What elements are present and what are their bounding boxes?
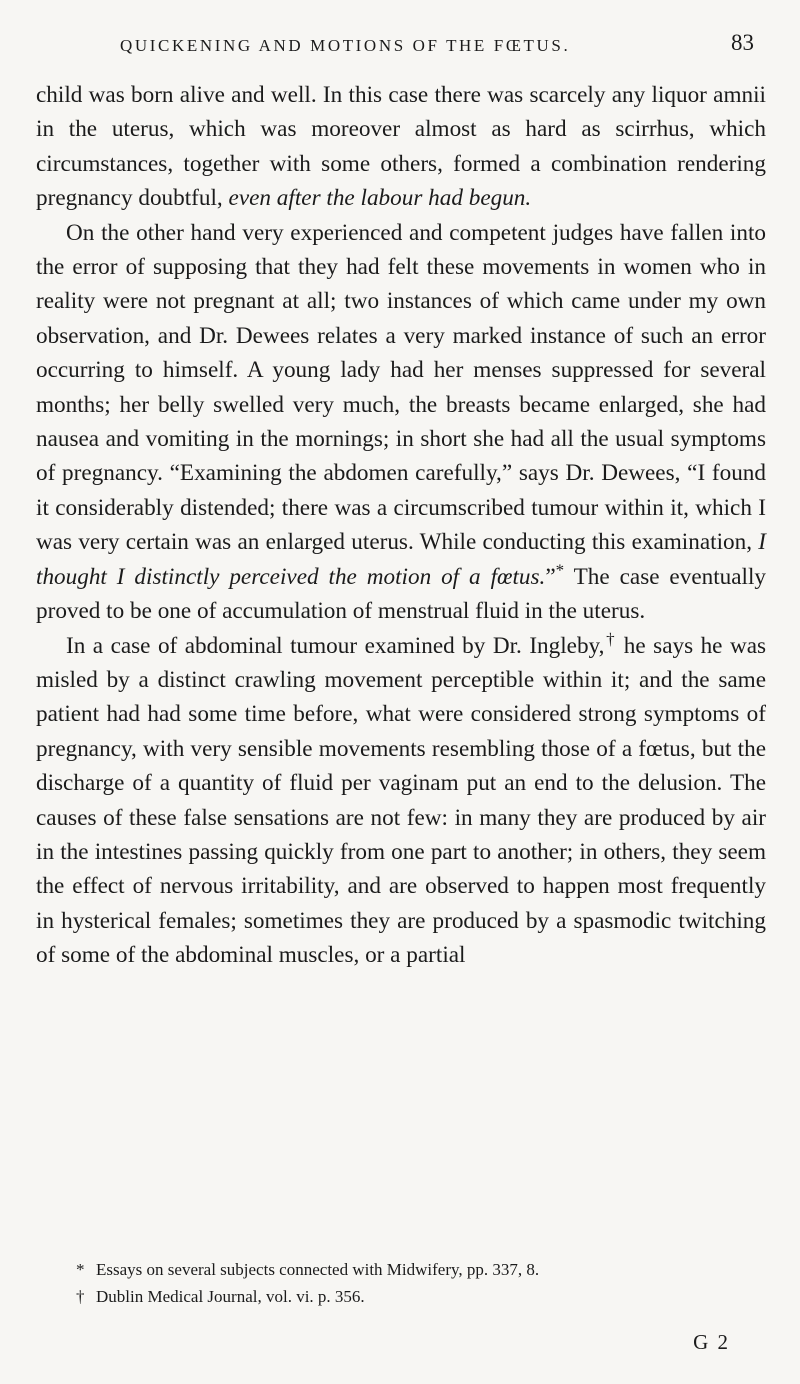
footnote-1-mark: *	[76, 1260, 85, 1279]
page-header	[36, 28, 766, 78]
paragraph-2-italic-quote: I thought I distinctly perceived the motion of a fœtus.	[36, 529, 766, 590]
paragraph-2-closing-quote: ”	[545, 563, 556, 590]
paragraph-1-italic-text: even after the labour had begun.	[228, 185, 532, 212]
footnote-1-text: Essays on several subjects connected with Midwifery, pp. 337, 8.	[96, 1260, 540, 1279]
footnote-2-mark: †	[76, 1287, 85, 1306]
footnote-2-text: Dublin Medical Journal, vol. vi. p. 356.	[96, 1287, 365, 1306]
running-head: QUICKENING AND MOTIONS OF THE FŒTUS.	[120, 36, 571, 55]
book-page	[36, 28, 766, 1358]
paragraph-1-text: child was born alive and well. In this case there was scarcely any liquor amnii in the uterus, which was moreover almost as hard as scirrhus, which circumstances, together with some others, formed a combination rendering pregnancy doubtful,	[36, 82, 766, 212]
footnote-ref-asterisk: *	[555, 559, 565, 579]
paragraph-2-text-end: The case eventually proved to be one of accumulation of menstrual fluid in the uterus.	[36, 563, 767, 625]
paragraph-2-text: On the other hand very experienced and competent judges have fallen into the error of supposing that they had felt these movements in women who in reality were not pregnant at all; two instances of which came under my own observation, and Dr. Dewees relates a very marked instance of such an error occurring to himself. A young lady had her menses suppressed for several months; her belly swelled very much, the breasts became enlarged, she had nausea and vomiting in the mornings; in short she had all the usual symptoms of pregnancy. “Examining the abdomen carefully,” says Dr. Dewees, “I found it considerably distended; there was a circumscribed tumour within it, which I was very certain was an enlarged uterus. While conducting this examination,	[36, 219, 766, 556]
paragraph-3-text: In a case of abdominal tumour examined by Dr. Ingleby,	[66, 632, 605, 659]
body-text	[36, 78, 766, 973]
footnotes	[76, 1256, 539, 1310]
signature-mark: G 2	[693, 1330, 730, 1354]
footnote-1	[76, 1256, 539, 1283]
footnote-ref-dagger: †	[604, 628, 617, 648]
paragraph-2	[36, 216, 766, 629]
footnote-2	[76, 1283, 539, 1310]
page-number: 83	[731, 30, 754, 55]
paragraph-3-text-end: he says he was misled by a distinct crawling movement perceptible within it; and the same patient had had some time before, what were considered strong symptoms of pregnancy, with very sensible movements resembling those of a fœtus, but the discharge of a quantity of fluid per vaginam put an end to the delusion. The causes of these false sensations are not few: in many they are produced by air in the intestines passing quickly from one part to another; in others, they seem the effect of nervous irritability, and are observed to happen most frequently in hysterical females; sometimes they are produced by a spasmodic twitching of some of the abdominal muscles, or a partial	[36, 632, 767, 969]
paragraph-3	[36, 629, 766, 973]
paragraph-1	[36, 78, 766, 216]
